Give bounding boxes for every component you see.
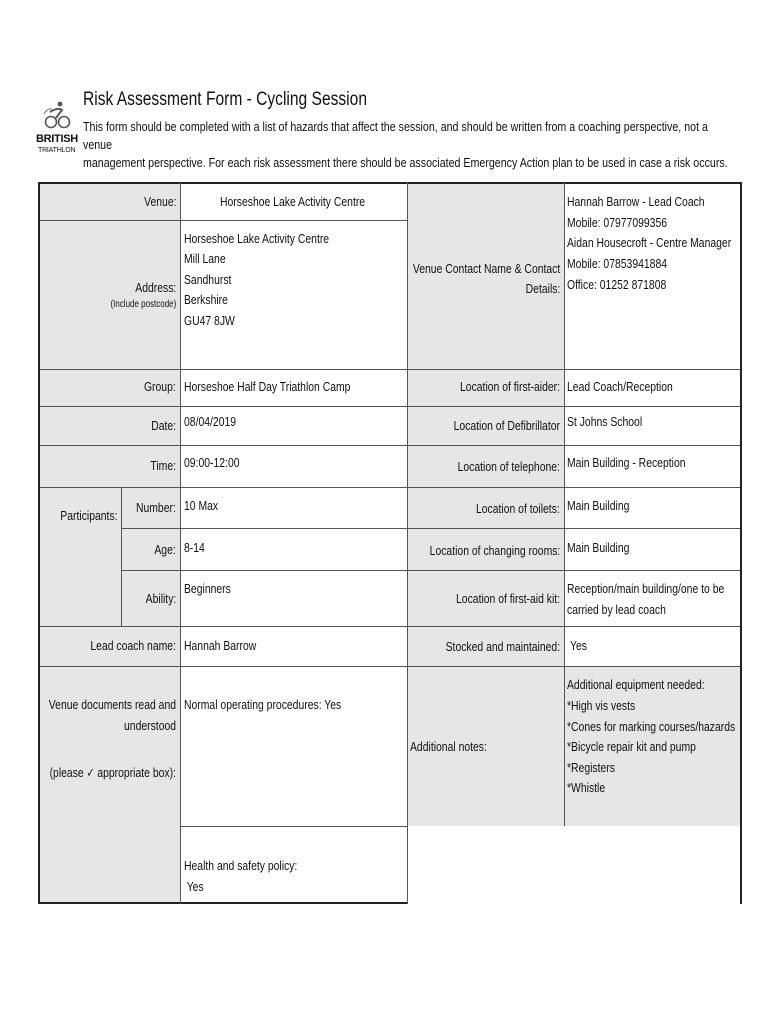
first-aid-kit-label: Location of first-aid kit: xyxy=(455,591,560,606)
time-label: Time: xyxy=(150,458,176,473)
equipment-line: *Cones for marking courses/hazards xyxy=(567,719,736,734)
divider xyxy=(38,406,742,407)
page-title: Risk Assessment Form - Cycling Session xyxy=(83,89,367,110)
participants-label: Participants: xyxy=(60,508,118,523)
number-value: 10 Max xyxy=(184,498,219,513)
date-label: Date: xyxy=(151,418,176,433)
divider xyxy=(564,182,565,826)
contact-line: Office: 01252 871808 xyxy=(567,277,667,292)
ability-value: Beginners xyxy=(184,581,231,596)
form-right-border xyxy=(740,182,742,904)
telephone-value: Main Building - Reception xyxy=(567,455,686,470)
intro-line-2: management perspective. For each risk assessment there should be associated Emergency Action plan to be used in case a risk occurs. xyxy=(83,155,728,170)
age-label: Age: xyxy=(154,542,176,557)
equipment-line: *High vis vests xyxy=(567,698,636,713)
divider xyxy=(38,220,407,221)
intro-line-1: This form should be completed with a list of hazards that affect the session, and should be written from a coaching perspective, not a venue xyxy=(83,119,708,152)
normal-operating-procedures-value: Normal operating procedures: Yes xyxy=(184,697,342,712)
equipment-line: *Registers xyxy=(567,760,615,775)
divider xyxy=(121,528,742,529)
form-bottom-border xyxy=(38,902,407,904)
venue-contact-label-details: Details: xyxy=(525,281,560,296)
lead-coach-value: Hannah Barrow xyxy=(184,638,257,653)
health-safety-value: Yes xyxy=(184,879,204,894)
toilets-value: Main Building xyxy=(567,498,630,513)
first-aider-value: Lead Coach/Reception xyxy=(567,379,673,394)
divider xyxy=(38,445,742,446)
address-hint: (Include postcode) xyxy=(110,299,176,310)
toilets-label: Location of toilets: xyxy=(476,501,560,516)
form-top-border xyxy=(38,182,742,184)
lead-coach-label: Lead coach name: xyxy=(90,638,176,653)
contact-line: Mobile: 07977099356 xyxy=(567,215,668,230)
cyclist-logo-icon xyxy=(36,98,76,132)
contact-line: Aidan Housecroft - Centre Manager xyxy=(567,235,732,250)
divider xyxy=(38,666,742,667)
additional-notes-label: Additional notes: xyxy=(410,739,487,754)
divider xyxy=(121,570,742,571)
equipment-line: *Bicycle repair kit and pump xyxy=(567,739,696,754)
divider xyxy=(121,487,122,626)
date-value: 08/04/2019 xyxy=(184,414,237,429)
intro-text xyxy=(83,118,739,172)
address-line: Sandhurst xyxy=(184,272,232,287)
contact-line: Hannah Barrow - Lead Coach xyxy=(567,194,705,209)
venue-contact-label: Venue Contact Name & Contact xyxy=(412,261,560,276)
first-aid-kit-value-line: carried by lead coach xyxy=(567,602,666,617)
changing-rooms-value: Main Building xyxy=(567,540,630,555)
divider xyxy=(407,182,408,904)
divider xyxy=(180,826,407,827)
stocked-maintained-value: Yes xyxy=(570,638,587,653)
address-line: Horseshoe Lake Activity Centre xyxy=(184,231,330,246)
equipment-line: Additional equipment needed: xyxy=(567,677,705,692)
age-value: 8-14 xyxy=(184,540,205,555)
group-value: Horseshoe Half Day Triathlon Camp xyxy=(184,379,351,394)
equipment-line: *Whistle xyxy=(567,780,606,795)
address-label: Address: xyxy=(134,280,176,295)
stocked-maintained-label: Stocked and maintained: xyxy=(445,639,560,654)
divider xyxy=(38,487,742,488)
divider xyxy=(180,182,181,904)
group-label: Group: xyxy=(144,379,176,394)
form-left-border xyxy=(38,182,40,904)
changing-rooms-label: Location of changing rooms: xyxy=(429,543,560,558)
health-safety-label: Health and safety policy: xyxy=(184,858,298,873)
address-line: Mill Lane xyxy=(184,251,226,266)
divider xyxy=(38,626,742,627)
logo-text-british: BRITISH xyxy=(36,133,78,145)
number-label: Number: xyxy=(136,500,176,515)
logo-text-triathlon: TRIATHLON xyxy=(38,147,76,154)
british-triathlon-logo xyxy=(36,98,76,162)
divider xyxy=(38,369,742,370)
risk-assessment-form xyxy=(38,182,742,904)
venue-docs-label-understood: understood xyxy=(123,718,176,733)
ability-label: Ability: xyxy=(145,591,176,606)
address-line: GU47 8JW xyxy=(184,313,235,328)
venue-label: Venue: xyxy=(143,194,176,209)
right-labels-cell xyxy=(407,370,564,626)
defibrillator-label: Location of Defibrillator xyxy=(453,418,560,433)
defibrillator-value: St Johns School xyxy=(567,414,643,429)
first-aid-kit-value-line: Reception/main building/one to be xyxy=(567,581,725,596)
time-value: 09:00-12:00 xyxy=(184,455,240,470)
telephone-label: Location of telephone: xyxy=(457,459,560,474)
address-line: Berkshire xyxy=(184,292,228,307)
venue-docs-label: Venue documents read and xyxy=(48,697,176,712)
contact-line: Mobile: 07853941884 xyxy=(567,256,668,271)
venue-docs-instruction: (please ✓ appropriate box): xyxy=(49,765,176,780)
venue-value: Horseshoe Lake Activity Centre xyxy=(220,194,366,209)
first-aider-label: Location of first-aider: xyxy=(459,379,560,394)
